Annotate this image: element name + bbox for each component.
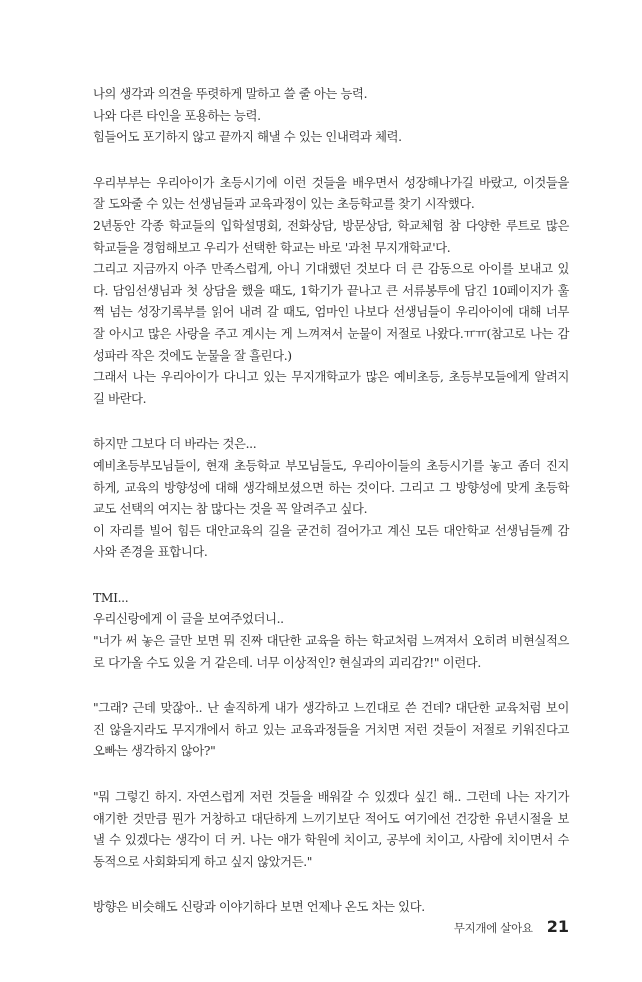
- text-line: 예비초등부모님들이, 현재 초등학교 부모님들도, 우리아이들의 초등시기를 놓고 좀더 진지: [93, 458, 569, 473]
- text-line: 나와 다른 타인을 포용하는 능력.: [93, 108, 261, 123]
- text-line: 방향은 비슷해도 신랑과 이야기하다 보면 언제나 온도 차는 있다.: [93, 900, 425, 915]
- text-line: 하게, 교육의 방향성에 대해 생각해보셨으면 하는 것이다. 그리고 그 방향성에 맞게 초등학: [93, 480, 569, 495]
- page-footer: [454, 917, 569, 936]
- text-line: 사와 존경을 표합니다.: [93, 545, 208, 560]
- text-line: 2년동안 각종 학교들의 입학설명회, 전화상담, 방문상담, 학교체험 참 다양한 루트로 많은: [93, 218, 569, 233]
- paragraph: [93, 173, 569, 411]
- text-line: 성파라 작은 것에도 눈물을 잘 흘린다.): [93, 348, 292, 363]
- text-line: 잘 아시고 많은 사랑을 주고 계시는 게 느껴져서 눈물이 저절로 나왔다.ㅠㅠ(참고로 나는 감: [93, 326, 569, 341]
- paragraph: [93, 698, 569, 763]
- paragraph: [93, 84, 569, 149]
- text-line: 동적으로 사회화되게 하고 싶지 않았거든.": [93, 854, 313, 869]
- running-title: 무지개에 살아요: [453, 921, 533, 935]
- text-line: 하지만 그보다 더 바라는 것은...: [93, 437, 257, 452]
- text-line: 학교들을 경험해보고 우리가 선택한 학교는 바로 '과천 무지개학교'다.: [93, 240, 451, 255]
- text-line: 진 않을지라도 무지개에서 하고 있는 교육과정들을 거치면 저런 것들이 저절로 키워진다고: [93, 722, 569, 737]
- paragraph: [93, 787, 569, 873]
- paragraph: [93, 434, 569, 564]
- text-line: 우리신랑에게 이 글을 보여주었더니..: [93, 612, 284, 627]
- page-number: 21: [546, 917, 569, 936]
- text-line: TMI...: [93, 590, 129, 605]
- text-line: 나의 생각과 의견을 뚜렷하게 말하고 쓸 줄 아는 능력.: [93, 87, 368, 101]
- text-line: 얘기한 것만큼 뭔가 거창하고 대단하게 느끼기보단 적어도 여기에선 건강한 유년시절을 보: [93, 811, 569, 826]
- text-line: 로 다가올 수도 있을 거 같은데. 너무 이상적인? 현실과의 괴리감?!" 이런다.: [93, 655, 481, 670]
- text-line: 다. 담임선생님과 첫 상담을 했을 때도, 1학기가 끝나고 큰 서류봉투에 담긴 10페이지가 훌: [93, 283, 569, 298]
- text-line: 우리부부는 우리아이가 초등시기에 이런 것들을 배우면서 성장해나가길 바랐고, 이것들을: [93, 175, 569, 190]
- text-line: 쩍 넘는 성장기록부를 읽어 내려 갈 때도, 엄마인 나보다 선생님들이 우리아이에 대해 너무: [93, 305, 569, 320]
- text-line: "그래? 근데 맞잖아.. 난 솔직하게 내가 생각하고 느낀대로 쓴 건데? 대단한 교육처럼 보이: [93, 701, 569, 716]
- paragraph: [93, 897, 569, 919]
- paragraph: [93, 588, 569, 674]
- text-line: 이 자리를 빌어 힘든 대안교육의 길을 굳건히 걸어가고 계신 모든 대안학교 선생님들께 감: [93, 523, 569, 538]
- text-line: 잘 도와줄 수 있는 선생님들과 교육과정이 있는 초등학교를 찾기 시작했다.: [93, 197, 475, 212]
- text-line: 교도 선택의 여지는 참 많다는 것을 꼭 알려주고 싶다.: [93, 502, 368, 517]
- body-text: [93, 84, 569, 943]
- text-line: 낼 수 있겠다는 생각이 더 커. 나는 애가 학원에 치이고, 공부에 치이고, 사람에 치이면서 수: [93, 833, 569, 848]
- text-line: 그리고 지금까지 아주 만족스럽게, 아니 기대했던 것보다 더 큰 감동으로 아이를 보내고 있: [93, 262, 569, 277]
- text-line: 힘들어도 포기하지 않고 끝까지 해낼 수 있는 인내력과 체력.: [93, 130, 402, 145]
- text-line: 그래서 나는 우리아이가 다니고 있는 무지개학교가 많은 예비초등, 초등부모들에게 알려지: [93, 370, 569, 385]
- text-line: 오빠는 생각하지 않아?": [93, 744, 216, 759]
- text-line: 길 바란다.: [93, 391, 147, 406]
- text-line: "너가 써 놓은 글만 보면 뭐 진짜 대단한 교육을 하는 학교처럼 느껴져서 오히려 비현실적으: [93, 634, 569, 649]
- text-line: "뭐 그렇긴 하지. 자연스럽게 저런 것들을 배워갈 수 있겠다 싶긴 해.. 그런데 나는 자기가: [93, 790, 569, 805]
